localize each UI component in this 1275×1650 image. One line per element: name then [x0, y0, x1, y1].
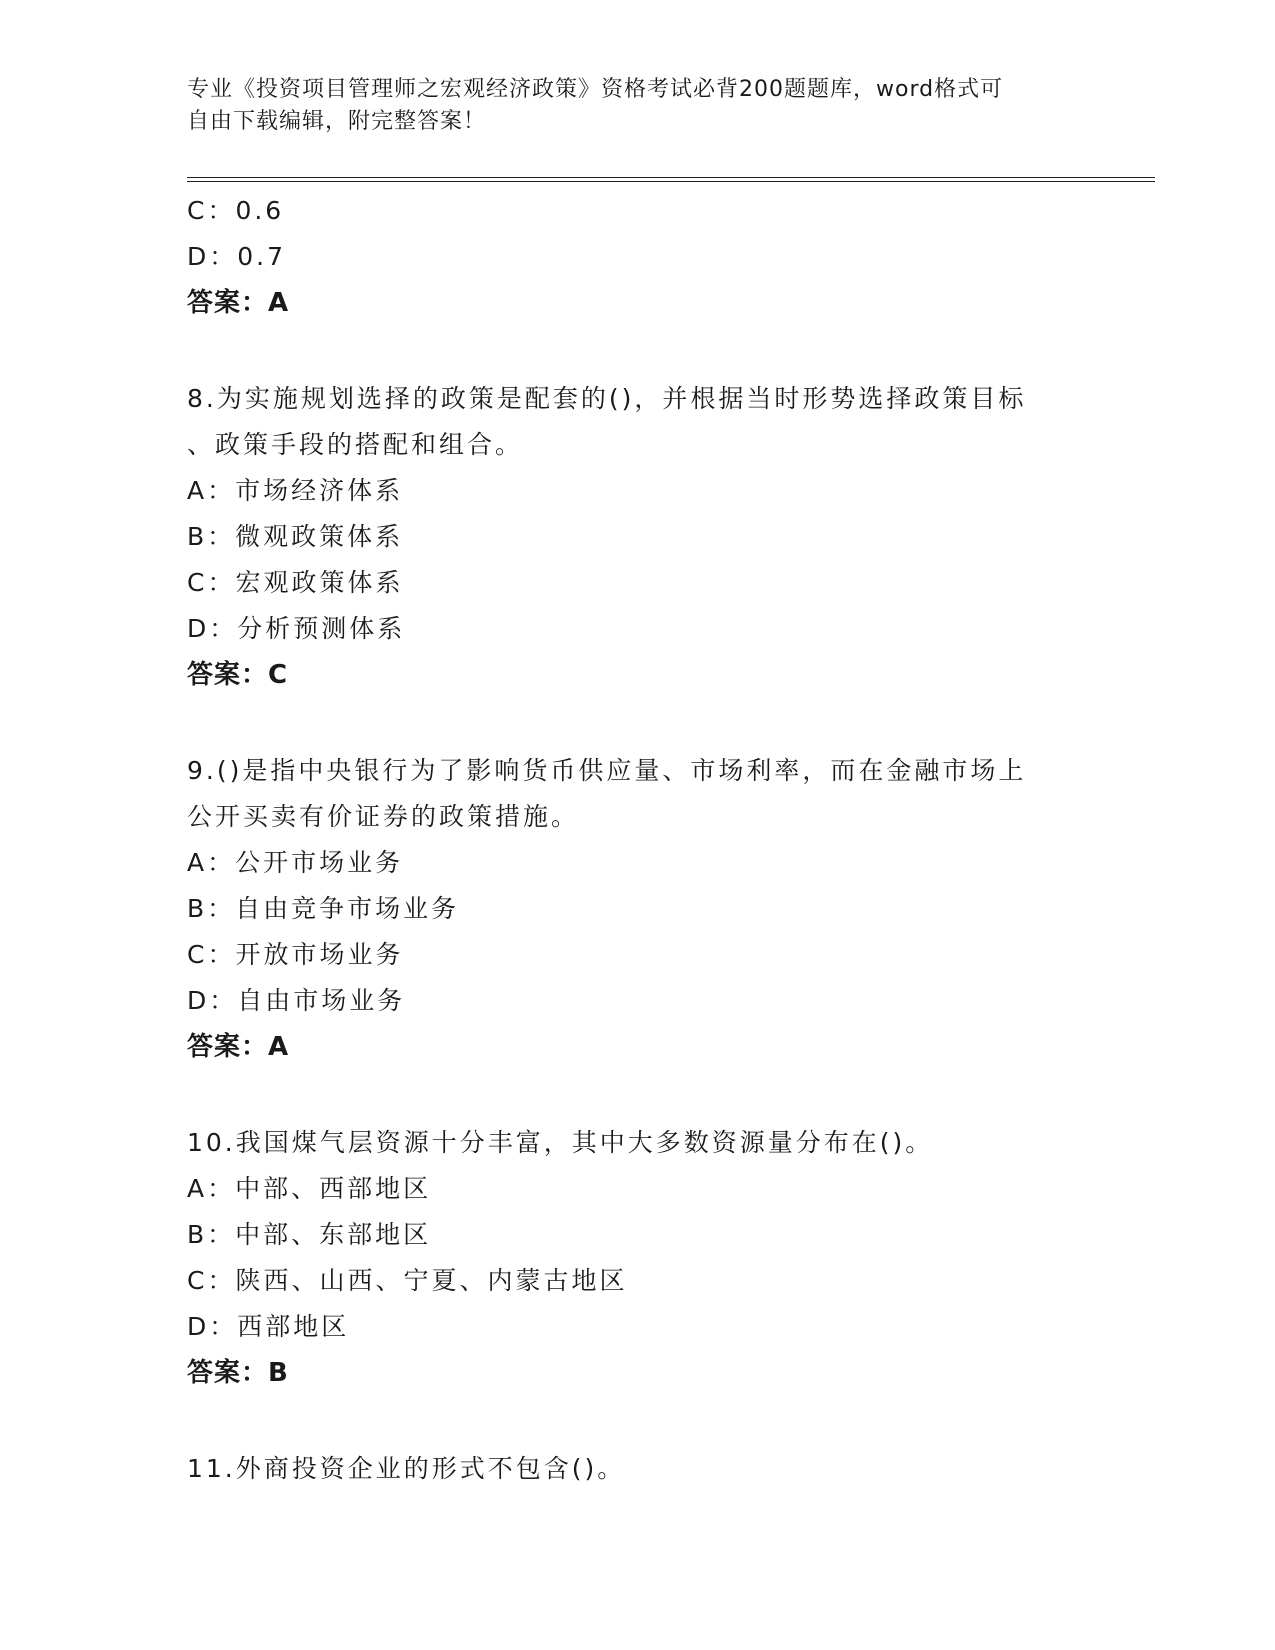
answer-line: 答案：A	[187, 1032, 290, 1062]
question-stem-line: 9.()是指中央银行为了影响货币供应量、市场利率，而在金融市场上	[187, 756, 1027, 785]
answer-line: 答案：C	[187, 660, 289, 690]
option-b: B：微观政策体系	[187, 522, 404, 551]
question-stem-line: 公开买卖有价证券的政策措施。	[187, 802, 580, 831]
option-b: B：自由竞争市场业务	[187, 894, 460, 923]
header-title-line-2: 自由下载编辑，附完整答案！	[187, 109, 487, 134]
option-d: D：西部地区	[187, 1312, 350, 1341]
option-c: C：0.6	[187, 196, 285, 225]
answer-line: 答案：B	[187, 1358, 289, 1388]
document-body	[187, 188, 1087, 1492]
carryover-question	[187, 188, 1087, 326]
spacer	[187, 326, 1087, 376]
option-d: D：0.7	[187, 242, 287, 271]
question-9	[187, 748, 1087, 1070]
option-d: D：分析预测体系	[187, 614, 406, 643]
option-a: A：中部、西部地区	[187, 1174, 432, 1203]
option-a: A：公开市场业务	[187, 848, 404, 877]
option-c: C：开放市场业务	[187, 940, 404, 969]
option-c: C：陕西、山西、宁夏、内蒙古地区	[187, 1266, 628, 1295]
header-divider	[187, 177, 1155, 182]
header-title-line-1: 专业《投资项目管理师之宏观经济政策》资格考试必背200题题库，word格式可	[187, 77, 1004, 102]
question-stem-line: 8.为实施规划选择的政策是配套的()，并根据当时形势选择政策目标	[187, 384, 1027, 413]
option-c: C：宏观政策体系	[187, 568, 404, 597]
spacer	[187, 698, 1087, 748]
spacer	[187, 1396, 1087, 1446]
option-a: A：市场经济体系	[187, 476, 404, 505]
option-b: B：中部、东部地区	[187, 1220, 432, 1249]
question-stem-line: 、政策手段的搭配和组合。	[187, 430, 524, 459]
document-header	[187, 74, 1077, 138]
answer-line: 答案：A	[187, 288, 290, 318]
question-10	[187, 1120, 1087, 1396]
question-stem-line: 11.外商投资企业的形式不包含()。	[187, 1454, 626, 1483]
question-11	[187, 1446, 1087, 1492]
question-stem-line: 10.我国煤气层资源十分丰富，其中大多数资源量分布在()。	[187, 1128, 934, 1157]
option-d: D：自由市场业务	[187, 986, 406, 1015]
spacer	[187, 1070, 1087, 1120]
question-8	[187, 376, 1087, 698]
